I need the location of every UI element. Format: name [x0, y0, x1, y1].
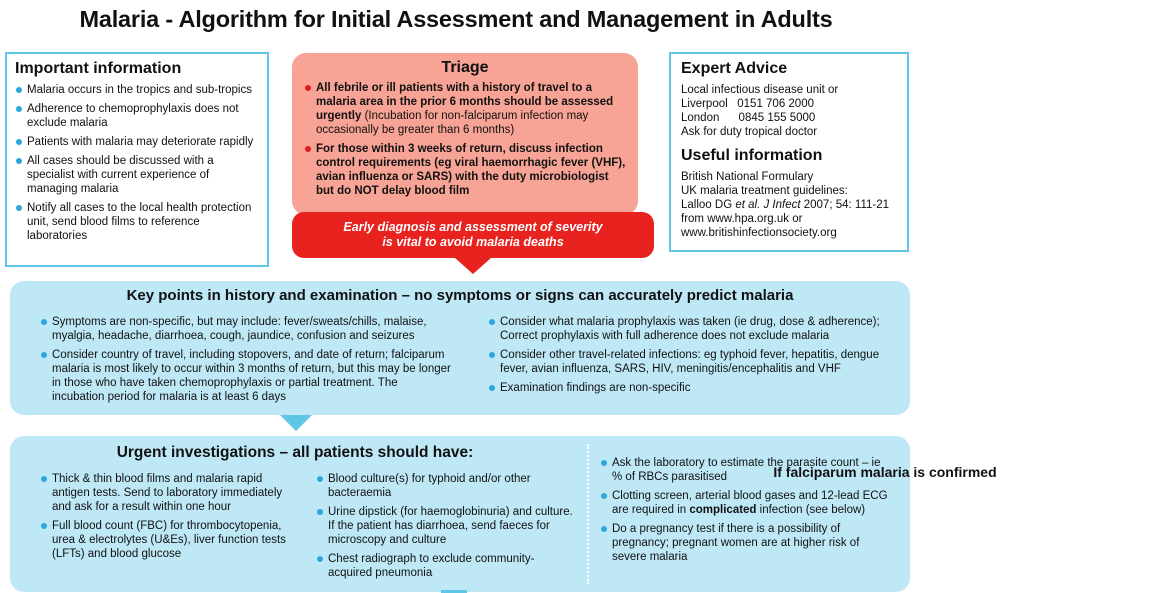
- key-points-left-column: [40, 315, 452, 409]
- list-item: Full blood count (FBC) for thrombocytopenia, urea & electrolytes (U&Es), liver function tests (LFTs) and blood glucose: [40, 519, 302, 561]
- falciparum-item-2-post: infection (see below): [756, 504, 866, 516]
- key-points-right-column: [488, 315, 900, 400]
- page-title: Malaria - Algorithm for Initial Assessment and Management in Adults: [79, 6, 833, 32]
- key-points-panel: [10, 281, 910, 415]
- list-item: Notify all cases to the local health protection unit, send blood films to reference laboratories: [15, 201, 259, 243]
- expert-line: London 0845 155 5000: [681, 112, 816, 124]
- useful-line: British National Formulary: [681, 171, 814, 183]
- reference-suffix: 2007; 54: 111-21: [800, 199, 889, 211]
- list-item: [600, 489, 890, 517]
- list-item: Chest radiograph to exclude community-acquired pneumonia: [316, 552, 574, 580]
- list-item: Blood culture(s) for typhoid and/or other bacteraemia: [316, 472, 574, 500]
- down-arrow-icon: [280, 415, 312, 431]
- list-item: Malaria occurs in the tropics and sub-tropics: [15, 83, 259, 97]
- important-information-heading: Important information: [15, 60, 182, 77]
- useful-line: UK malaria treatment guidelines:: [681, 185, 848, 197]
- list-item: Ask the laboratory to estimate the parasite count – ie % of RBCs parasitised: [600, 456, 890, 484]
- urgent-investigations-panel: [10, 436, 997, 592]
- expert-advice-heading: Expert Advice: [681, 60, 788, 77]
- list-item: Urine dipstick (for haemoglobinuria) and culture. If the patient has diarrhoea, send faeces for microscopy and culture: [316, 505, 574, 547]
- column-divider: [587, 444, 589, 584]
- list-item: [304, 142, 626, 198]
- down-arrow-icon: [455, 258, 491, 274]
- triage-heading: Triage: [441, 59, 489, 76]
- reference-line: [681, 198, 897, 212]
- falciparum-item-2-bold: complicated: [689, 504, 757, 516]
- triage-item-1-bold: All febrile or ill patients with a history of travel to a malaria area in the prior 6 months should be assessed urgently: [316, 82, 614, 122]
- reference-line: www.britishinfectionsociety.org: [681, 227, 837, 239]
- important-information-list: [15, 83, 259, 243]
- list-item: Consider other travel-related infections: eg typhoid fever, hepatitis, dengue fever, avian influenza, SARS, HIV, meningitis/encephalitis and VHF: [488, 348, 900, 376]
- reference-etal: et al. J Infect: [735, 199, 801, 211]
- early-diagnosis-line-2: is vital to avoid malaria deaths: [382, 235, 564, 249]
- list-item: Consider what malaria prophylaxis was taken (ie drug, dose & adherence); Correct prophylaxis with full adherence does not exclude malaria: [488, 315, 900, 343]
- key-points-heading: Key points in history and examination – no symptoms or signs can accurately predict malaria: [126, 287, 794, 304]
- falciparum-confirmed-section: [600, 456, 997, 569]
- expert-line: Liverpool 0151 706 2000: [681, 98, 814, 110]
- list-item: [304, 81, 626, 137]
- list-item: Adherence to chemoprophylaxis does not exclude malaria: [15, 102, 259, 130]
- list-item: Thick & thin blood films and malaria rapid antigen tests. Send to laboratory immediately and ask for a result within one hour: [40, 472, 302, 514]
- reference-prefix: Lalloo DG: [681, 199, 736, 211]
- early-diagnosis-banner: [292, 212, 654, 258]
- expert-line: Ask for duty tropical doctor: [681, 126, 818, 138]
- triage-item-2-bold: For those within 3 weeks of return, discuss infection control requirements (eg viral haemorrhagic fever (VHF), avian influenza or SARS) with the duty microbiologist but do NOT delay blood film: [316, 143, 626, 197]
- falciparum-heading: If falciparum malaria is confirmed: [773, 464, 997, 480]
- urgent-column-1: [40, 472, 302, 566]
- list-item: Do a pregnancy test if there is a possibility of pregnancy; pregnant women are at higher risk of severe malaria: [600, 522, 890, 564]
- reference-line: from www.hpa.org.uk or: [681, 213, 803, 225]
- important-information-panel: [5, 52, 269, 267]
- useful-information-heading: Useful information: [681, 147, 823, 164]
- triage-item-1-note: (Incubation for non-falciparum infection may occasionally be greater than 6 months): [316, 110, 589, 136]
- falciparum-item-2-pre: Clotting screen, arterial blood gases and 12-lead ECG are required in: [612, 490, 888, 516]
- early-diagnosis-line-1: Early diagnosis and assessment of severity: [343, 220, 603, 234]
- expert-advice-panel: [669, 52, 909, 252]
- list-item: All cases should be discussed with a specialist with current experience of managing malaria: [15, 154, 259, 196]
- urgent-column-2: [316, 472, 574, 585]
- triage-panel: [292, 53, 638, 215]
- urgent-investigations-heading: Urgent investigations – all patients should have:: [116, 444, 474, 461]
- expert-line: Local infectious disease unit or: [681, 84, 839, 96]
- list-item: Patients with malaria may deteriorate rapidly: [15, 135, 259, 149]
- list-item: Symptoms are non-specific, but may include: fever/sweats/chills, malaise, myalgia, headache, diarrhoea, cough, jaundice, confusion and seizures: [40, 315, 452, 343]
- list-item: Examination findings are non-specific: [488, 381, 900, 395]
- triage-list: [304, 81, 626, 198]
- list-item: Consider country of travel, including stopovers, and date of return; falciparum malaria is most likely to occur within 3 months of return, but this may be longer in those who have taken chemoprophylaxis or partial treatment. The incubation period for malaria is at least 6 days: [40, 348, 452, 404]
